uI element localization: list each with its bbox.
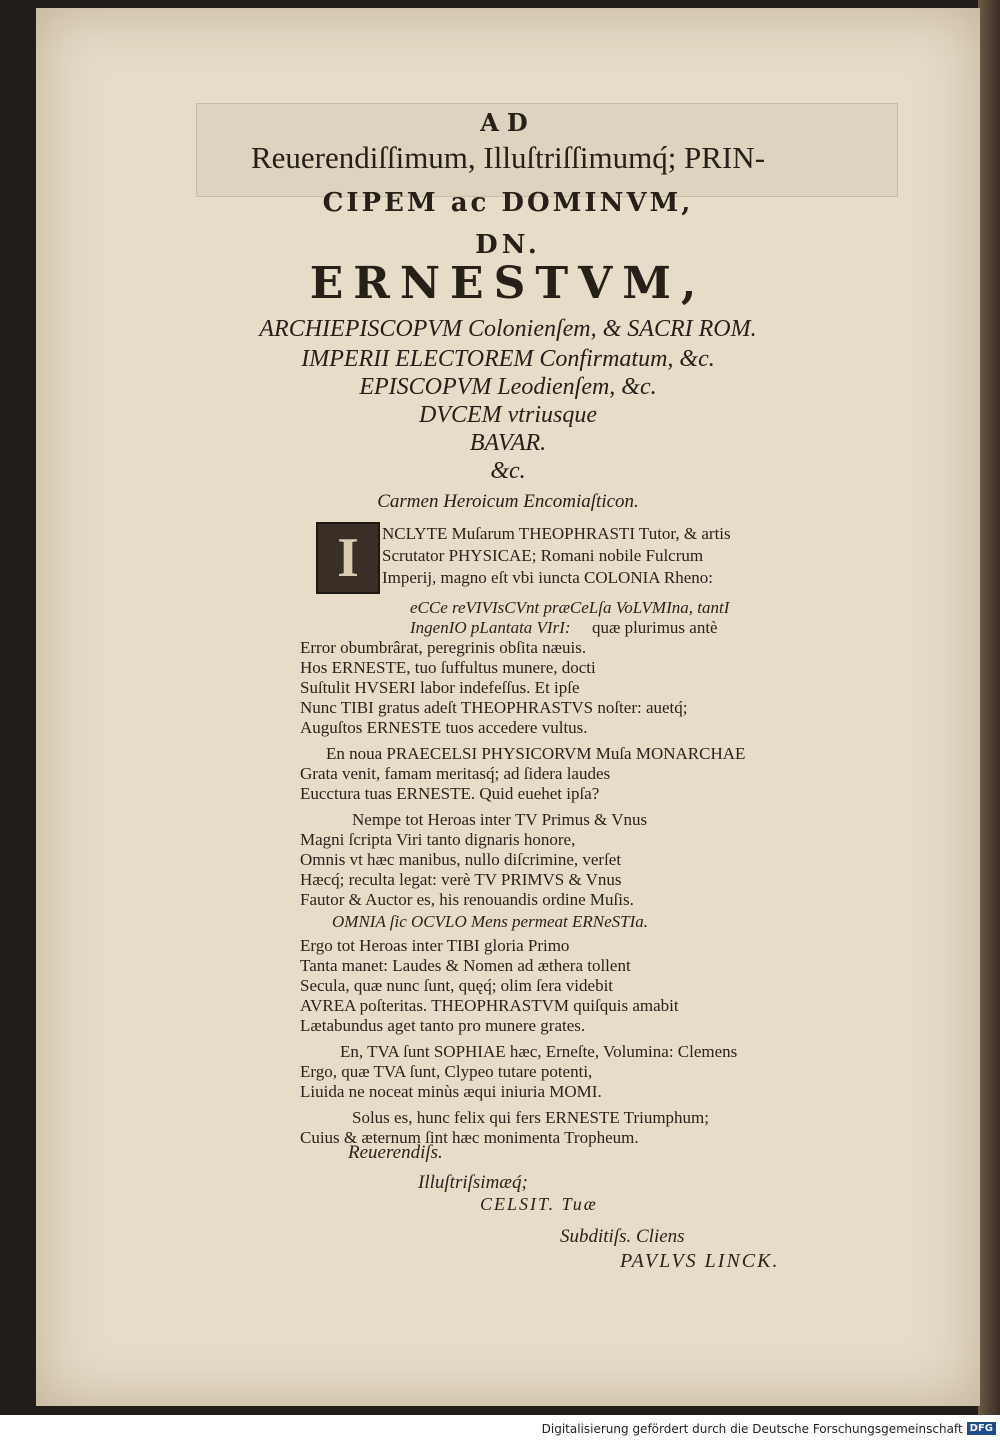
- verse-line: Error obumbrârat, peregrinis obſita næuis.: [300, 638, 587, 657]
- closing-line: Subditiſs. Cliens: [560, 1226, 685, 1247]
- book-edge: [978, 0, 1000, 1415]
- verse-line: Nunc TIBI gratus adeſt THEOPHRASTVS noſter: auetq́;: [300, 698, 688, 717]
- verse-line: quæ plurimus antè: [592, 618, 718, 637]
- title-line: DVCEM vtriusque: [419, 402, 597, 428]
- verse-line: NCLYTE Muſarum THEOPHRASTI Tutor, & artis: [382, 524, 731, 543]
- verse-line: Tanta manet: Laudes & Nomen ad æthera tollent: [300, 956, 631, 975]
- chronogram-line: IngenIO pLantata VIrI:: [410, 618, 571, 637]
- verse-line: Imperij, magno eſt vbi iuncta COLONIA Rheno:: [382, 568, 713, 587]
- verse-line: Lætabundus aget tanto pro munere grates.: [300, 1016, 586, 1035]
- footer-text: Digitalisierung gefördert durch die Deutsche Forschungsgemeinschaft: [541, 1421, 963, 1436]
- verse-line: Eucctura tuas ERNESTE. Quid euehet ipſa?: [300, 784, 600, 803]
- document-page: [36, 8, 980, 1406]
- chronogram-line: OMNIA ſic OCVLO Mens permeat ERNeSTIa.: [332, 912, 649, 931]
- verse-line: Fautor & Auctor es, his renouandis ordine Muſis.: [300, 890, 634, 909]
- verse-line: Cuius & æternum ſint hæc monimenta Tropheum.: [300, 1128, 639, 1147]
- poem-title: Carmen Heroicum Encomiaſticon.: [377, 491, 639, 512]
- verse-line: Magni ſcripta Viri tanto dignaris honore,: [300, 830, 576, 849]
- title-line: BAVAR.: [469, 430, 547, 456]
- heading-line2: CIPEM ac DOMINVM,: [322, 188, 694, 218]
- verse-line: Omnis vt hæc manibus, nullo diſcrimine, verſet: [300, 850, 622, 869]
- heading-ad: AD: [480, 108, 536, 137]
- closing-line: Reuerendiſs.: [348, 1142, 443, 1163]
- verse-line: Hos ERNESTE, tuo ſuffultus munere, docti: [300, 658, 596, 677]
- verse-line: Grata venit, famam meritasq́; ad ſidera laudes: [300, 764, 611, 783]
- chronogram-line: eCCe reVIVIsCVnt præCeLſa VoLVMIna, tantI: [410, 598, 730, 617]
- verse-line: Secula, quæ nunc ſunt, quęq́; olim ſera videbit: [300, 976, 614, 995]
- verse-line: Hæcq́; reculta legat: verè TV PRIMVS & Vnus: [300, 870, 622, 889]
- dfg-logo: DFG: [967, 1422, 996, 1435]
- title-line: ARCHIEPISCOPVM Colonienſem, & SACRI ROM.: [259, 316, 757, 342]
- closing-line: Illuſtriſsimæq́;: [418, 1172, 528, 1193]
- verse-line: En, TVA ſunt SOPHIAE hæc, Erneſte, Volumina: Clemens: [340, 1042, 738, 1061]
- heading-line1: Reuerendiſſimum, Illuſtriſſimumq́; PRIN-: [250, 140, 766, 175]
- verse-line: Nempe tot Heroas inter TV Primus & Vnus: [352, 810, 648, 829]
- heading-dn: DN.: [475, 230, 541, 260]
- verse-line: Ergo, quæ TVA ſunt, Clypeo tutare potenti,: [300, 1062, 593, 1081]
- verse-line: Ergo tot Heroas inter TIBI gloria Primo: [300, 936, 570, 955]
- verse-line: Solus es, hunc felix qui fers ERNESTE Triumphum;: [352, 1108, 709, 1127]
- closing-line: CELSIT. Tuæ: [480, 1194, 598, 1214]
- verse-line: Suſtulit HVSERI labor indefeſſus. Et ipſe: [300, 678, 580, 697]
- decorated-initial: I: [316, 522, 380, 594]
- verse-line: AVREA poſteritas. THEOPHRASTVM quiſquis amabit: [300, 996, 679, 1015]
- verse-line: En noua PRAECELSI PHYSICORVM Muſa MONARCHAE: [326, 744, 746, 763]
- heading-name: ERNESTVM,: [309, 258, 707, 309]
- verse-line: Scrutator PHYSICAE; Romani nobile Fulcrum: [382, 546, 704, 565]
- verse-line: Liuida ne noceat minùs æqui iniuria MOMI.: [300, 1082, 602, 1101]
- title-line: &c.: [490, 458, 526, 484]
- verse-line: Auguſtos ERNESTE tuos accedere vultus.: [300, 718, 588, 737]
- footer-bar: [0, 1415, 1000, 1442]
- signature: PAVLVS LINCK.: [620, 1250, 780, 1272]
- title-line: EPISCOPVM Leodienſem, &c.: [359, 374, 657, 400]
- title-line: IMPERII ELECTOREM Confirmatum, &c.: [301, 346, 715, 372]
